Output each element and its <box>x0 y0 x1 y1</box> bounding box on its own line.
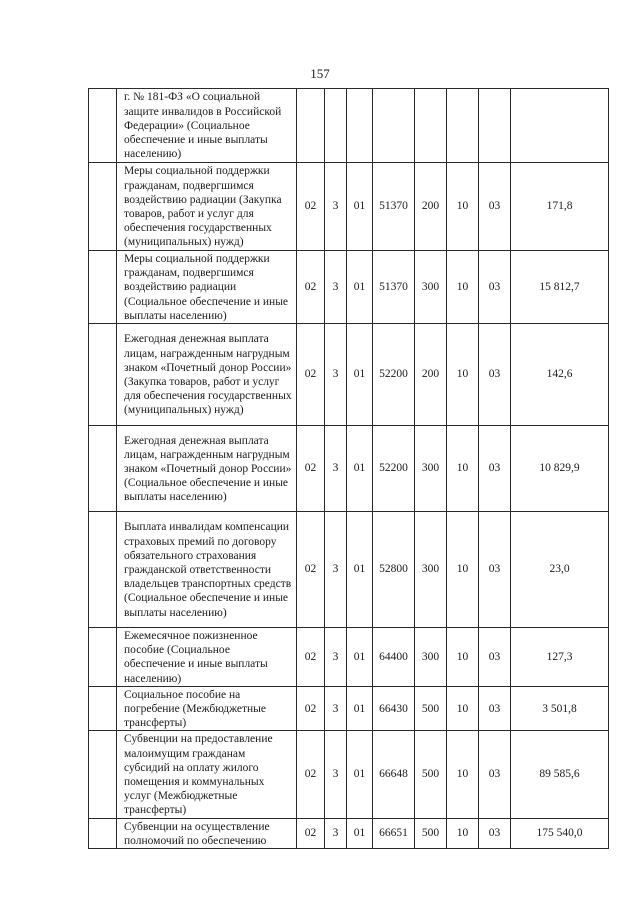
table-row <box>89 426 609 512</box>
code-cell-6: 10 <box>447 251 479 324</box>
row-gutter-cell <box>89 512 117 628</box>
code-cell-4: 51370 <box>373 163 415 251</box>
table-body <box>89 89 609 849</box>
code-cell-6: 10 <box>447 163 479 251</box>
code-cell-6 <box>447 89 479 163</box>
code-cell-3: 01 <box>347 731 373 818</box>
code-cell-1: 02 <box>297 512 325 628</box>
amount-cell: 10 829,9 <box>511 426 609 512</box>
code-cell-1: 02 <box>297 251 325 324</box>
code-cell-6: 10 <box>447 324 479 426</box>
row-name-cell: Меры социальной поддержки гражданам, подвергшимся воздействию радиации (Закупка товаров, работ и услуг для обеспечения государственных (муниципальных) нужд) <box>117 163 297 251</box>
row-gutter-cell <box>89 818 117 848</box>
code-cell-5: 300 <box>415 426 447 512</box>
row-gutter-cell <box>89 89 117 163</box>
code-cell-4: 64400 <box>373 628 415 687</box>
code-cell-4: 52200 <box>373 324 415 426</box>
table-row <box>89 512 609 628</box>
code-cell-5: 300 <box>415 512 447 628</box>
row-gutter-cell <box>89 686 117 731</box>
table-row <box>89 731 609 818</box>
row-gutter-cell <box>89 426 117 512</box>
code-cell-2: 3 <box>325 818 347 848</box>
code-cell-7: 03 <box>479 324 511 426</box>
code-cell-6: 10 <box>447 628 479 687</box>
code-cell-2: 3 <box>325 731 347 818</box>
code-cell-6: 10 <box>447 818 479 848</box>
code-cell-7: 03 <box>479 628 511 687</box>
budget-table <box>88 88 609 849</box>
row-name-cell: Социальное пособие на погребение (Межбюджетные трансферты) <box>117 686 297 731</box>
code-cell-3: 01 <box>347 512 373 628</box>
row-name-cell: г. № 181-ФЗ «О социальной защите инвалидов в Российской Федерации» (Социальное обеспечение и иные выплаты населению) <box>117 89 297 163</box>
code-cell-3: 01 <box>347 426 373 512</box>
code-cell-4 <box>373 89 415 163</box>
code-cell-3 <box>347 89 373 163</box>
code-cell-2: 3 <box>325 324 347 426</box>
code-cell-3: 01 <box>347 628 373 687</box>
row-name-cell: Ежегодная денежная выплата лицам, награжденным нагрудным знаком «Почетный донор России» (Закупка товаров, работ и услуг для обеспечения государственных (муниципальных) нужд) <box>117 324 297 426</box>
code-cell-5 <box>415 89 447 163</box>
table-row <box>89 89 609 163</box>
code-cell-7: 03 <box>479 686 511 731</box>
row-gutter-cell <box>89 628 117 687</box>
table-row <box>89 818 609 848</box>
code-cell-2 <box>325 89 347 163</box>
table-row <box>89 251 609 324</box>
code-cell-4: 51370 <box>373 251 415 324</box>
table-row <box>89 324 609 426</box>
code-cell-1: 02 <box>297 426 325 512</box>
code-cell-7: 03 <box>479 426 511 512</box>
code-cell-4: 66648 <box>373 731 415 818</box>
row-name-cell: Субвенции на предоставление малоимущим гражданам субсидий на оплату жилого помещения и коммунальных услуг (Межбюджетные трансферты) <box>117 731 297 818</box>
amount-cell: 142,6 <box>511 324 609 426</box>
code-cell-6: 10 <box>447 686 479 731</box>
code-cell-7: 03 <box>479 251 511 324</box>
code-cell-4: 66651 <box>373 818 415 848</box>
row-gutter-cell <box>89 731 117 818</box>
row-name-cell: Ежегодная денежная выплата лицам, награжденным нагрудным знаком «Почетный донор России» (Социальное обеспечение и иные выплаты населению) <box>117 426 297 512</box>
code-cell-3: 01 <box>347 163 373 251</box>
code-cell-7: 03 <box>479 512 511 628</box>
amount-cell: 15 812,7 <box>511 251 609 324</box>
code-cell-2: 3 <box>325 251 347 324</box>
row-name-cell: Выплата инвалидам компенсации страховых премий по договору обязательного страхования гражданской ответственности владельцев транспортных средств (Социальное обеспечение и иные выплаты населению) <box>117 512 297 628</box>
code-cell-1: 02 <box>297 324 325 426</box>
row-gutter-cell <box>89 163 117 251</box>
code-cell-6: 10 <box>447 731 479 818</box>
amount-cell: 175 540,0 <box>511 818 609 848</box>
code-cell-7: 03 <box>479 818 511 848</box>
code-cell-5: 500 <box>415 818 447 848</box>
code-cell-2: 3 <box>325 163 347 251</box>
code-cell-7: 03 <box>479 731 511 818</box>
code-cell-5: 500 <box>415 731 447 818</box>
code-cell-5: 200 <box>415 324 447 426</box>
code-cell-1: 02 <box>297 686 325 731</box>
code-cell-4: 52200 <box>373 426 415 512</box>
row-name-cell: Субвенции на осуществление полномочий по обеспечению <box>117 818 297 848</box>
amount-cell <box>511 89 609 163</box>
code-cell-3: 01 <box>347 686 373 731</box>
table-row <box>89 163 609 251</box>
code-cell-6: 10 <box>447 426 479 512</box>
code-cell-2: 3 <box>325 686 347 731</box>
row-name-cell: Меры социальной поддержки гражданам, подвергшимся воздействию радиации (Социальное обеспечение и иные выплаты населению) <box>117 251 297 324</box>
code-cell-5: 300 <box>415 628 447 687</box>
row-gutter-cell <box>89 251 117 324</box>
code-cell-6: 10 <box>447 512 479 628</box>
amount-cell: 23,0 <box>511 512 609 628</box>
code-cell-1: 02 <box>297 818 325 848</box>
code-cell-5: 500 <box>415 686 447 731</box>
table-row <box>89 686 609 731</box>
amount-cell: 127,3 <box>511 628 609 687</box>
row-gutter-cell <box>89 324 117 426</box>
code-cell-2: 3 <box>325 512 347 628</box>
code-cell-2: 3 <box>325 426 347 512</box>
code-cell-4: 66430 <box>373 686 415 731</box>
row-name-cell: Ежемесячное пожизненное пособие (Социальное обеспечение и иные выплаты населению) <box>117 628 297 687</box>
code-cell-4: 52800 <box>373 512 415 628</box>
amount-cell: 3 501,8 <box>511 686 609 731</box>
page-number: 157 <box>310 66 330 81</box>
amount-cell: 171,8 <box>511 163 609 251</box>
code-cell-7: 03 <box>479 163 511 251</box>
code-cell-3: 01 <box>347 251 373 324</box>
code-cell-1 <box>297 89 325 163</box>
amount-cell: 89 585,6 <box>511 731 609 818</box>
code-cell-1: 02 <box>297 163 325 251</box>
code-cell-1: 02 <box>297 628 325 687</box>
code-cell-3: 01 <box>347 818 373 848</box>
table-row <box>89 628 609 687</box>
code-cell-7 <box>479 89 511 163</box>
code-cell-3: 01 <box>347 324 373 426</box>
code-cell-2: 3 <box>325 628 347 687</box>
code-cell-5: 200 <box>415 163 447 251</box>
code-cell-5: 300 <box>415 251 447 324</box>
code-cell-1: 02 <box>297 731 325 818</box>
